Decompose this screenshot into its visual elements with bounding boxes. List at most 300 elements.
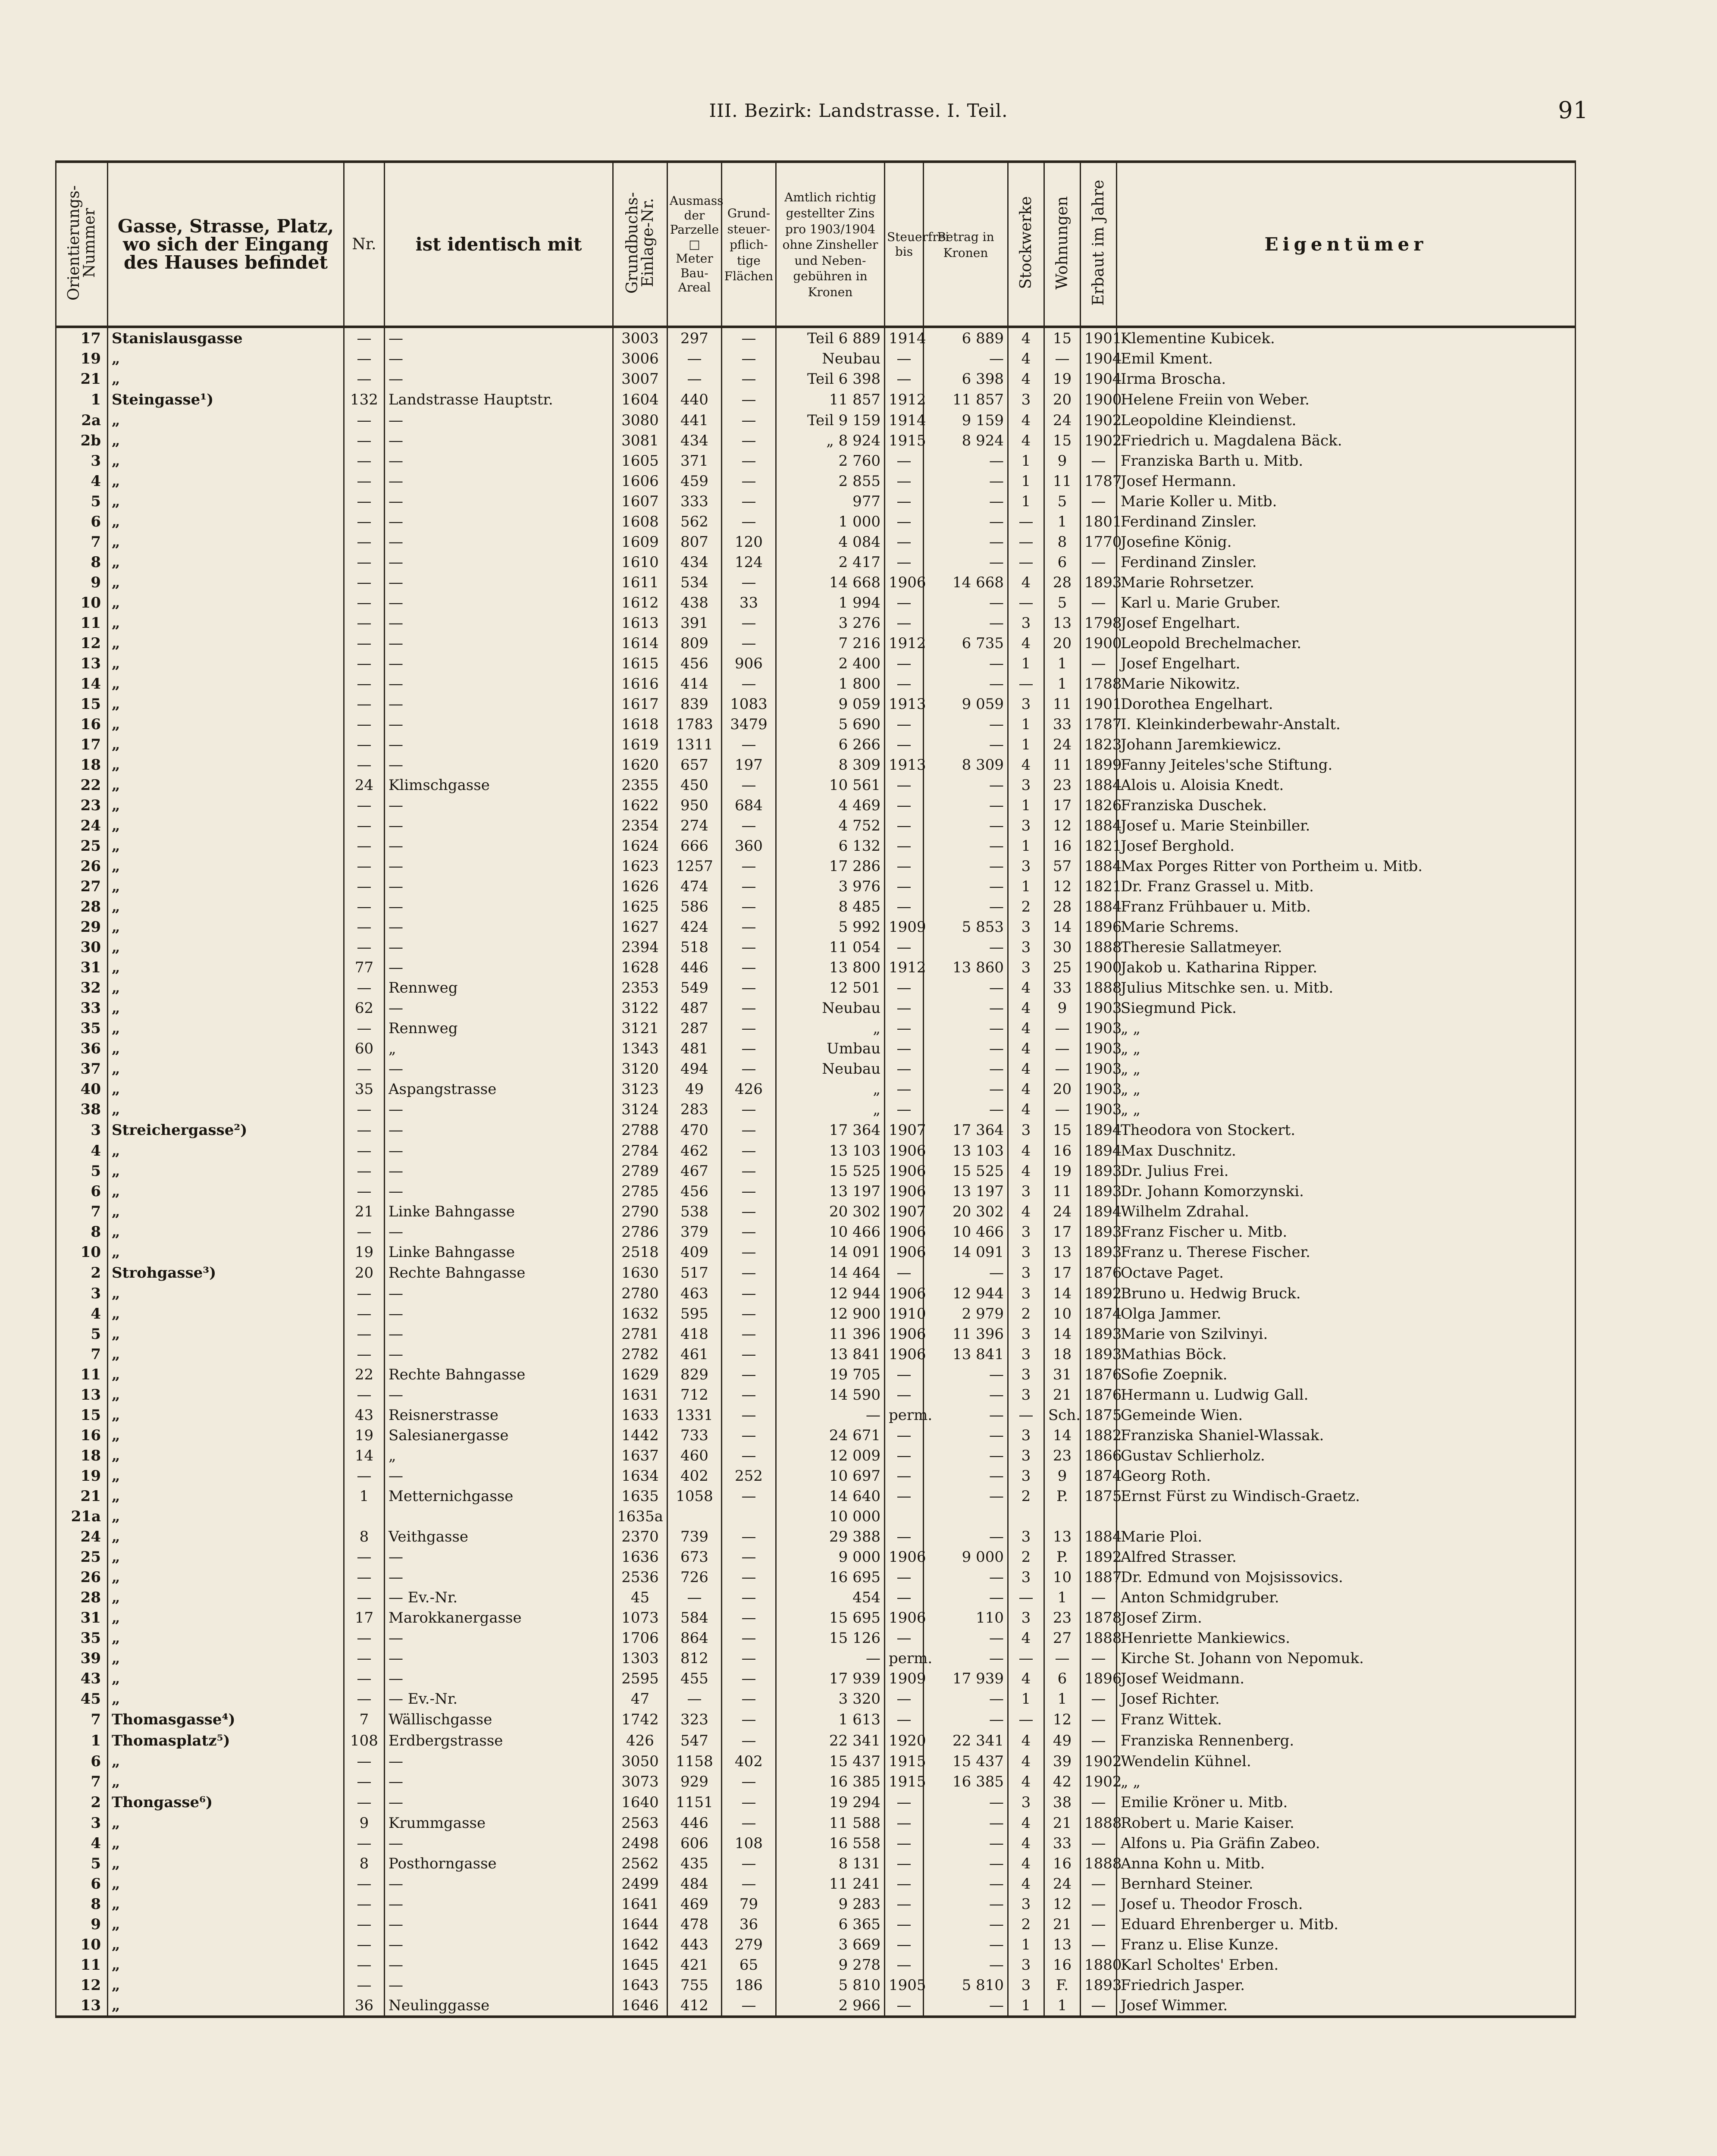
stockwerke-cell: 4 bbox=[1008, 1751, 1044, 1771]
owner-cell: Alfons u. Pia Gräfin Zabeo. bbox=[1117, 1833, 1576, 1853]
street-cell: „ bbox=[108, 1995, 344, 2017]
owner-cell: Marie von Szilvinyi. bbox=[1117, 1324, 1576, 1344]
zins-cell: 9 283 bbox=[776, 1894, 885, 1914]
identical-nr-cell: 19 bbox=[344, 1242, 385, 1262]
table-row bbox=[56, 1813, 1576, 1833]
zins-cell: 10 697 bbox=[776, 1466, 885, 1486]
grundbuch-cell: 3073 bbox=[613, 1771, 667, 1792]
grundbuch-cell: 1630 bbox=[613, 1262, 667, 1283]
wohnungen-cell: 13 bbox=[1044, 613, 1081, 633]
or-nr-cell: 35 bbox=[56, 1018, 108, 1038]
grund-cell: — bbox=[722, 1709, 776, 1730]
betrag-cell: — bbox=[924, 1914, 1008, 1934]
identical-street-cell: — bbox=[385, 1833, 613, 1853]
identical-street-cell: — bbox=[385, 1567, 613, 1587]
bau-areal-cell: 712 bbox=[667, 1385, 722, 1405]
grundbuch-cell: 2370 bbox=[613, 1526, 667, 1547]
identical-nr-cell: 19 bbox=[344, 1425, 385, 1445]
or-nr-cell: 1 bbox=[56, 389, 108, 410]
erbaut-cell: 1884 bbox=[1081, 896, 1117, 917]
erbaut-cell: 1876 bbox=[1081, 1262, 1117, 1283]
identical-nr-cell: — bbox=[344, 471, 385, 491]
identical-street-cell: — bbox=[385, 1955, 613, 1975]
bau-areal-cell: 450 bbox=[667, 775, 722, 795]
bau-areal-cell: — bbox=[667, 348, 722, 369]
table-row bbox=[56, 1201, 1576, 1222]
erbaut-cell: 1901 bbox=[1081, 327, 1117, 348]
steuerfrei-bis-cell: — bbox=[885, 937, 924, 957]
table-row bbox=[56, 1730, 1576, 1751]
identical-street-cell: — bbox=[385, 491, 613, 511]
grund-cell: — bbox=[722, 633, 776, 653]
erbaut-cell: 1901 bbox=[1081, 694, 1117, 714]
owner-cell: Emil Kment. bbox=[1117, 348, 1576, 369]
steuerfrei-bis-cell: 1906 bbox=[885, 1283, 924, 1304]
betrag-cell: — bbox=[924, 1079, 1008, 1099]
identical-nr-cell: — bbox=[344, 1934, 385, 1955]
owner-cell: Hermann u. Ludwig Gall. bbox=[1117, 1385, 1576, 1405]
bau-areal-cell: 470 bbox=[667, 1119, 722, 1141]
identical-street-cell: — bbox=[385, 1914, 613, 1934]
owner-cell: Wilhelm Zdrahal. bbox=[1117, 1201, 1576, 1222]
bau-areal-cell: 518 bbox=[667, 937, 722, 957]
betrag-cell: — bbox=[924, 1995, 1008, 2017]
betrag-cell: — bbox=[924, 1425, 1008, 1445]
identical-nr-cell: — bbox=[344, 1161, 385, 1181]
owner-cell: Josef Engelhart. bbox=[1117, 653, 1576, 674]
owner-cell: Josef Richter. bbox=[1117, 1689, 1576, 1709]
bau-areal-cell: 666 bbox=[667, 836, 722, 856]
betrag-cell: — bbox=[924, 1894, 1008, 1914]
erbaut-cell: — bbox=[1081, 1914, 1117, 1934]
table-row bbox=[56, 1242, 1576, 1262]
betrag-cell: — bbox=[924, 1364, 1008, 1385]
betrag-cell: 6 735 bbox=[924, 633, 1008, 653]
erbaut-cell: 1893 bbox=[1081, 1324, 1117, 1344]
street-cell: „ bbox=[108, 430, 344, 451]
stockwerke-cell: — bbox=[1008, 674, 1044, 694]
steuerfrei-bis-cell: — bbox=[885, 734, 924, 755]
identical-nr-cell: — bbox=[344, 327, 385, 348]
street-cell: „ bbox=[108, 1914, 344, 1934]
erbaut-cell: 1902 bbox=[1081, 1771, 1117, 1792]
grund-cell: — bbox=[722, 1668, 776, 1689]
zins-cell: 8 309 bbox=[776, 755, 885, 775]
identical-street-cell: — bbox=[385, 552, 613, 572]
wohnungen-cell: 12 bbox=[1044, 815, 1081, 836]
identical-nr-cell: 14 bbox=[344, 1445, 385, 1466]
street-cell: „ bbox=[108, 451, 344, 471]
stockwerke-cell: — bbox=[1008, 511, 1044, 532]
zins-cell: 2 760 bbox=[776, 451, 885, 471]
grund-cell: — bbox=[722, 1018, 776, 1038]
or-nr-cell: 16 bbox=[56, 714, 108, 734]
grundbuch-cell: 2536 bbox=[613, 1567, 667, 1587]
or-nr-cell: 31 bbox=[56, 957, 108, 978]
wohnungen-cell: 18 bbox=[1044, 1344, 1081, 1364]
street-cell: „ bbox=[108, 1059, 344, 1079]
erbaut-cell: — bbox=[1081, 653, 1117, 674]
owner-cell: Josef Weidmann. bbox=[1117, 1668, 1576, 1689]
table-row bbox=[56, 1975, 1576, 1995]
steuerfrei-bis-cell: — bbox=[885, 532, 924, 552]
erbaut-cell: 1798 bbox=[1081, 613, 1117, 633]
wohnungen-cell: 16 bbox=[1044, 1955, 1081, 1975]
erbaut-cell: 1893 bbox=[1081, 1161, 1117, 1181]
betrag-cell: 10 466 bbox=[924, 1222, 1008, 1242]
grund-cell: — bbox=[722, 1628, 776, 1648]
or-nr-cell: 2 bbox=[56, 1792, 108, 1813]
stockwerke-cell: — bbox=[1008, 532, 1044, 552]
betrag-cell: — bbox=[924, 674, 1008, 694]
erbaut-cell: — bbox=[1081, 1709, 1117, 1730]
table-row bbox=[56, 1344, 1576, 1364]
street-cell: „ bbox=[108, 1324, 344, 1344]
bau-areal-cell: 446 bbox=[667, 957, 722, 978]
identical-nr-cell: — bbox=[344, 674, 385, 694]
street-cell: „ bbox=[108, 1425, 344, 1445]
bau-areal-cell: 864 bbox=[667, 1628, 722, 1648]
owner-cell: Josef Hermann. bbox=[1117, 471, 1576, 491]
street-cell: „ bbox=[108, 1833, 344, 1853]
identical-street-cell: — bbox=[385, 1141, 613, 1161]
identical-nr-cell: — bbox=[344, 755, 385, 775]
stockwerke-cell: 1 bbox=[1008, 1934, 1044, 1955]
table-row bbox=[56, 1833, 1576, 1853]
owner-cell: Franziska Shaniel-Wlassak. bbox=[1117, 1425, 1576, 1445]
erbaut-cell: 1821 bbox=[1081, 876, 1117, 896]
zins-cell: 6 266 bbox=[776, 734, 885, 755]
col-ausmass: Ausmass der Parzelle bbox=[670, 193, 724, 237]
stockwerke-cell: 3 bbox=[1008, 1567, 1044, 1587]
zins-cell: Teil 9 159 bbox=[776, 410, 885, 430]
table-row bbox=[56, 1161, 1576, 1181]
betrag-cell: — bbox=[924, 1853, 1008, 1874]
identical-street-cell: — bbox=[385, 876, 613, 896]
or-nr-cell: 7 bbox=[56, 532, 108, 552]
stockwerke-cell: 3 bbox=[1008, 1466, 1044, 1486]
identical-street-cell: — bbox=[385, 1668, 613, 1689]
grundbuch-cell: 1607 bbox=[613, 491, 667, 511]
stockwerke-cell: 3 bbox=[1008, 613, 1044, 633]
steuerfrei-bis-cell: — bbox=[885, 1587, 924, 1608]
bau-areal-cell: 456 bbox=[667, 1181, 722, 1201]
erbaut-cell: 1903 bbox=[1081, 1079, 1117, 1099]
stockwerke-cell: 2 bbox=[1008, 1486, 1044, 1506]
zins-cell: 17 286 bbox=[776, 856, 885, 876]
bau-areal-cell: 1311 bbox=[667, 734, 722, 755]
zins-cell: 13 841 bbox=[776, 1344, 885, 1364]
col-street: Gasse, Strasse, Platz, wo sich der Eingang des Hauses befindet bbox=[108, 162, 344, 327]
steuerfrei-bis-cell: — bbox=[885, 998, 924, 1018]
betrag-cell: — bbox=[924, 532, 1008, 552]
zins-cell: 14 640 bbox=[776, 1486, 885, 1506]
erbaut-cell: — bbox=[1081, 1874, 1117, 1894]
steuerfrei-bis-cell: 1906 bbox=[885, 572, 924, 592]
identical-nr-cell: 77 bbox=[344, 957, 385, 978]
betrag-cell: 15 525 bbox=[924, 1161, 1008, 1181]
wohnungen-cell: 28 bbox=[1044, 896, 1081, 917]
grundbuch-cell: 1613 bbox=[613, 613, 667, 633]
betrag-cell: — bbox=[924, 1445, 1008, 1466]
owner-cell: Klementine Kubicek. bbox=[1117, 327, 1576, 348]
table-row bbox=[56, 572, 1576, 592]
or-nr-cell: 35 bbox=[56, 1628, 108, 1648]
or-nr-cell: 40 bbox=[56, 1079, 108, 1099]
grund-cell: — bbox=[722, 451, 776, 471]
betrag-cell: — bbox=[924, 856, 1008, 876]
bau-areal-cell: 434 bbox=[667, 552, 722, 572]
stockwerke-cell: 4 bbox=[1008, 755, 1044, 775]
street-cell: „ bbox=[108, 1304, 344, 1324]
identical-street-cell: — bbox=[385, 613, 613, 633]
owner-cell: Friedrich Jasper. bbox=[1117, 1975, 1576, 1995]
identical-street-cell: Reisnerstrasse bbox=[385, 1405, 613, 1425]
or-nr-cell: 21 bbox=[56, 1486, 108, 1506]
stockwerke-cell: 2 bbox=[1008, 1914, 1044, 1934]
identical-street-cell: — bbox=[385, 1324, 613, 1344]
grundbuch-cell: 1742 bbox=[613, 1709, 667, 1730]
grundbuch-cell: 1627 bbox=[613, 917, 667, 937]
grundbuch-cell: 2785 bbox=[613, 1181, 667, 1201]
identical-street-cell: Rennweg bbox=[385, 1018, 613, 1038]
steuerfrei-bis-cell: 1906 bbox=[885, 1324, 924, 1344]
identical-street-cell: — bbox=[385, 734, 613, 755]
erbaut-cell: 1826 bbox=[1081, 795, 1117, 815]
erbaut-cell: — bbox=[1081, 592, 1117, 613]
wohnungen-cell: 24 bbox=[1044, 734, 1081, 755]
grund-cell: — bbox=[722, 674, 776, 694]
wohnungen-cell: 21 bbox=[1044, 1385, 1081, 1405]
table-row bbox=[56, 1934, 1576, 1955]
table-row bbox=[56, 978, 1576, 998]
owner-cell: „ „ bbox=[1117, 1018, 1576, 1038]
bau-areal-cell: 517 bbox=[667, 1262, 722, 1283]
identical-nr-cell: — bbox=[344, 1324, 385, 1344]
stockwerke-cell: 3 bbox=[1008, 1119, 1044, 1141]
street-cell: „ bbox=[108, 348, 344, 369]
or-nr-cell: 5 bbox=[56, 1161, 108, 1181]
steuerfrei-bis-cell: 1906 bbox=[885, 1161, 924, 1181]
owner-cell: „ „ bbox=[1117, 1038, 1576, 1059]
wohnungen-cell: 23 bbox=[1044, 1608, 1081, 1628]
or-nr-cell: 2a bbox=[56, 410, 108, 430]
owner-cell: Jakob u. Katharina Ripper. bbox=[1117, 957, 1576, 978]
zins-cell: 1 994 bbox=[776, 592, 885, 613]
bau-areal-cell: 829 bbox=[667, 1364, 722, 1385]
identical-street-cell: Rechte Bahngasse bbox=[385, 1262, 613, 1283]
stockwerke-cell: 2 bbox=[1008, 1304, 1044, 1324]
identical-nr-cell: 60 bbox=[344, 1038, 385, 1059]
steuerfrei-bis-cell: perm. bbox=[885, 1405, 924, 1425]
stockwerke-cell: 3 bbox=[1008, 937, 1044, 957]
identical-street-cell: — Ev.-Nr. bbox=[385, 1587, 613, 1608]
table-row bbox=[56, 410, 1576, 430]
street-cell: „ bbox=[108, 491, 344, 511]
identical-nr-cell: — bbox=[344, 1567, 385, 1587]
bau-areal-cell: 950 bbox=[667, 795, 722, 815]
owner-cell: Helene Freiin von Weber. bbox=[1117, 389, 1576, 410]
identical-street-cell: — bbox=[385, 1466, 613, 1486]
owner-cell: Wendelin Kühnel. bbox=[1117, 1751, 1576, 1771]
identical-nr-cell: 108 bbox=[344, 1730, 385, 1751]
steuerfrei-bis-cell: — bbox=[885, 1364, 924, 1385]
identical-street-cell: — bbox=[385, 1771, 613, 1792]
identical-nr-cell: — bbox=[344, 1099, 385, 1119]
steuerfrei-bis-cell: 1913 bbox=[885, 694, 924, 714]
wohnungen-cell: 14 bbox=[1044, 1425, 1081, 1445]
identical-street-cell: Posthorngasse bbox=[385, 1853, 613, 1874]
table-row bbox=[56, 998, 1576, 1018]
bau-areal-cell: 440 bbox=[667, 389, 722, 410]
bau-areal-cell: 809 bbox=[667, 633, 722, 653]
identical-nr-cell: — bbox=[344, 795, 385, 815]
street-cell: „ bbox=[108, 978, 344, 998]
stockwerke-cell: 1 bbox=[1008, 1995, 1044, 2017]
erbaut-cell: 1888 bbox=[1081, 1628, 1117, 1648]
table-row bbox=[56, 775, 1576, 795]
wohnungen-cell: 12 bbox=[1044, 876, 1081, 896]
erbaut-cell: 1888 bbox=[1081, 1853, 1117, 1874]
betrag-cell: 17 364 bbox=[924, 1119, 1008, 1141]
betrag-cell: 9 000 bbox=[924, 1547, 1008, 1567]
street-cell: „ bbox=[108, 1201, 344, 1222]
or-nr-cell: 36 bbox=[56, 1038, 108, 1059]
table-header bbox=[56, 162, 1576, 327]
erbaut-cell: 1903 bbox=[1081, 1099, 1117, 1119]
owner-cell: Franziska Barth u. Mitb. bbox=[1117, 451, 1576, 471]
erbaut-cell: 1902 bbox=[1081, 410, 1117, 430]
col-identical-nr: Nr. bbox=[344, 162, 385, 327]
grund-cell: — bbox=[722, 978, 776, 998]
wohnungen-cell: 33 bbox=[1044, 978, 1081, 998]
grund-cell: — bbox=[722, 1304, 776, 1324]
stockwerke-cell: 3 bbox=[1008, 1283, 1044, 1304]
steuerfrei-bis-cell: 1906 bbox=[885, 1222, 924, 1242]
stockwerke-cell: 4 bbox=[1008, 1201, 1044, 1222]
steuerfrei-bis-cell: — bbox=[885, 1914, 924, 1934]
erbaut-cell: 1900 bbox=[1081, 957, 1117, 978]
grund-cell: — bbox=[722, 815, 776, 836]
wohnungen-cell: 13 bbox=[1044, 1526, 1081, 1547]
street-cell: „ bbox=[108, 1445, 344, 1466]
identical-nr-cell: 35 bbox=[344, 1079, 385, 1099]
steuerfrei-bis-cell: 1906 bbox=[885, 1141, 924, 1161]
grundbuch-cell: 47 bbox=[613, 1689, 667, 1709]
steuerfrei-bis-cell: — bbox=[885, 1526, 924, 1547]
betrag-cell: 5 810 bbox=[924, 1975, 1008, 1995]
stockwerke-cell: 4 bbox=[1008, 1099, 1044, 1119]
identical-street-cell: Landstrasse Hauptstr. bbox=[385, 389, 613, 410]
identical-nr-cell: — bbox=[344, 896, 385, 917]
owner-cell: Theresie Sallatmeyer. bbox=[1117, 937, 1576, 957]
identical-street-cell: — bbox=[385, 1628, 613, 1648]
zins-cell: Neubau bbox=[776, 348, 885, 369]
col-bis: Steuerfrei bis bbox=[885, 162, 924, 327]
owner-cell: Irma Broscha. bbox=[1117, 369, 1576, 389]
table-row bbox=[56, 653, 1576, 674]
or-nr-cell: 32 bbox=[56, 978, 108, 998]
zins-cell: 20 302 bbox=[776, 1201, 885, 1222]
or-nr-cell: 31 bbox=[56, 1608, 108, 1628]
wohnungen-cell: 10 bbox=[1044, 1567, 1081, 1587]
grund-cell: — bbox=[722, 1771, 776, 1792]
erbaut-cell: 1875 bbox=[1081, 1405, 1117, 1425]
grund-cell: — bbox=[722, 410, 776, 430]
table-row bbox=[56, 1709, 1576, 1730]
erbaut-cell: 1874 bbox=[1081, 1466, 1117, 1486]
betrag-cell: — bbox=[924, 1587, 1008, 1608]
grundbuch-cell: 3050 bbox=[613, 1751, 667, 1771]
steuerfrei-bis-cell: — bbox=[885, 1079, 924, 1099]
street-cell: „ bbox=[108, 694, 344, 714]
bau-areal-cell: 469 bbox=[667, 1894, 722, 1914]
bau-areal-cell: 459 bbox=[667, 471, 722, 491]
zins-cell: 10 000 bbox=[776, 1506, 885, 1526]
erbaut-cell: — bbox=[1081, 1792, 1117, 1813]
grund-cell: 186 bbox=[722, 1975, 776, 1995]
grundbuch-cell: 1633 bbox=[613, 1405, 667, 1425]
bau-areal-cell: — bbox=[667, 1587, 722, 1608]
grundbuch-cell: 1618 bbox=[613, 714, 667, 734]
wohnungen-cell: 11 bbox=[1044, 694, 1081, 714]
steuerfrei-bis-cell: — bbox=[885, 451, 924, 471]
bau-areal-cell: 435 bbox=[667, 1853, 722, 1874]
street-cell: „ bbox=[108, 592, 344, 613]
zins-cell: 14 668 bbox=[776, 572, 885, 592]
wohnungen-cell: 6 bbox=[1044, 552, 1081, 572]
identical-street-cell: — bbox=[385, 1751, 613, 1771]
erbaut-cell: 1888 bbox=[1081, 1813, 1117, 1833]
owner-cell: Kirche St. Johann von Nepomuk. bbox=[1117, 1648, 1576, 1668]
identical-nr-cell: — bbox=[344, 430, 385, 451]
wohnungen-cell: P. bbox=[1044, 1486, 1081, 1506]
betrag-cell: — bbox=[924, 1792, 1008, 1813]
grund-cell: 197 bbox=[722, 755, 776, 775]
wohnungen-cell: 5 bbox=[1044, 491, 1081, 511]
grund-cell: — bbox=[722, 1201, 776, 1222]
stockwerke-cell: 3 bbox=[1008, 694, 1044, 714]
owner-cell bbox=[1117, 1506, 1576, 1526]
erbaut-cell: — bbox=[1081, 1730, 1117, 1751]
grundbuch-cell: 2563 bbox=[613, 1813, 667, 1833]
grund-cell: 79 bbox=[722, 1894, 776, 1914]
identical-nr-cell: — bbox=[344, 1466, 385, 1486]
stockwerke-cell: 4 bbox=[1008, 572, 1044, 592]
owner-cell: Fanny Jeiteles'sche Stiftung. bbox=[1117, 755, 1576, 775]
identical-nr-cell: — bbox=[344, 714, 385, 734]
identical-street-cell: — bbox=[385, 1304, 613, 1324]
identical-nr-cell: — bbox=[344, 1648, 385, 1668]
identical-street-cell: Marokkanergasse bbox=[385, 1608, 613, 1628]
stockwerke-cell: 1 bbox=[1008, 653, 1044, 674]
identical-street-cell: — bbox=[385, 633, 613, 653]
identical-nr-cell: — bbox=[344, 1792, 385, 1813]
or-nr-cell: 3 bbox=[56, 1283, 108, 1304]
erbaut-cell: 1894 bbox=[1081, 1201, 1117, 1222]
bau-areal-cell: 379 bbox=[667, 1222, 722, 1242]
or-nr-cell: 8 bbox=[56, 552, 108, 572]
owner-cell: Josef Berghold. bbox=[1117, 836, 1576, 856]
identical-street-cell bbox=[385, 1506, 613, 1526]
street-cell: „ bbox=[108, 471, 344, 491]
identical-street-cell: Linke Bahngasse bbox=[385, 1242, 613, 1262]
stockwerke-cell: 3 bbox=[1008, 1445, 1044, 1466]
identical-nr-cell: — bbox=[344, 1344, 385, 1364]
wohnungen-cell: 1 bbox=[1044, 511, 1081, 532]
identical-street-cell: — bbox=[385, 896, 613, 917]
stockwerke-cell: 4 bbox=[1008, 1771, 1044, 1792]
